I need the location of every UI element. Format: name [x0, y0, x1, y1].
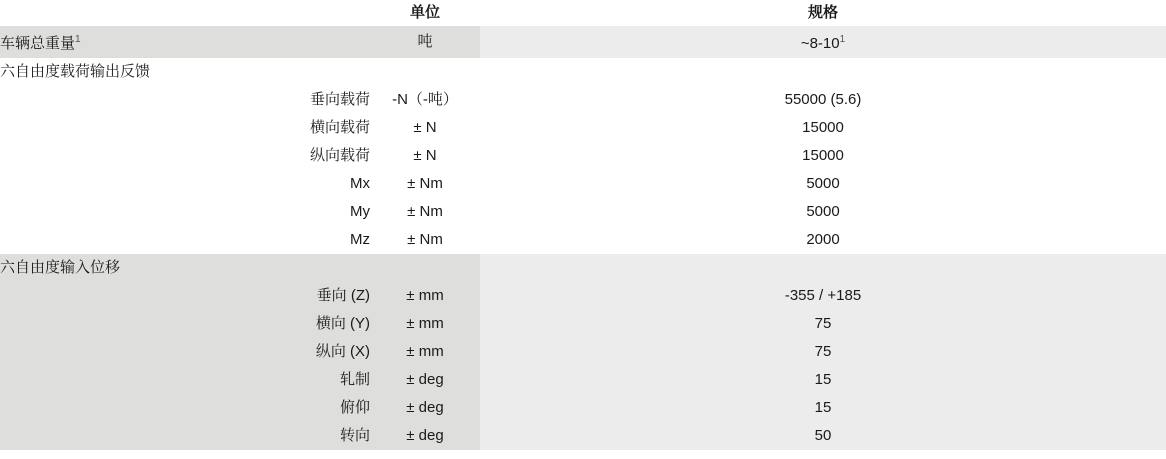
- header-cell-label: [0, 0, 370, 26]
- row-value-text: 15: [814, 371, 832, 388]
- row-value: [480, 142, 1166, 170]
- row-value-text: 15: [814, 399, 832, 416]
- row-label-text: 垂向载荷: [309, 91, 370, 108]
- row-label-text: 六自由度输入位移: [0, 259, 121, 276]
- row-value-text: 15000: [802, 119, 844, 136]
- row-label-text: 六自由度载荷输出反馈: [0, 63, 151, 80]
- row-value: [480, 282, 1166, 310]
- table-header-row: [0, 0, 1166, 26]
- row-label-text: 俯仰: [339, 399, 370, 416]
- row-value: [480, 198, 1166, 226]
- row-value: [480, 114, 1166, 142]
- row-label: [0, 58, 370, 86]
- row-value: [480, 226, 1166, 254]
- row-label: [0, 226, 370, 254]
- row-value: [480, 366, 1166, 394]
- row-value-footnote: 1: [839, 34, 846, 45]
- row-label-text: My: [350, 203, 370, 220]
- row-value-text: 15000: [802, 147, 844, 164]
- table-row: [0, 86, 1166, 114]
- row-value: [480, 170, 1166, 198]
- row-unit: ± N: [370, 142, 480, 170]
- row-label-text: 车辆总重量: [0, 35, 76, 52]
- row-value-text: 50: [814, 427, 832, 444]
- row-value-text: -355 / +185: [784, 287, 862, 304]
- row-label: [0, 26, 370, 58]
- row-label-text: 轧制: [339, 371, 370, 388]
- row-label: [0, 282, 370, 310]
- row-value: [480, 86, 1166, 114]
- row-label-text: 横向载荷: [309, 119, 370, 136]
- row-value: [480, 26, 1166, 58]
- row-label-text: Mx: [350, 175, 370, 192]
- row-value: [480, 394, 1166, 422]
- row-value: [480, 254, 1166, 282]
- row-label-text: 垂向 (Z): [316, 287, 370, 304]
- row-value-text: 55000 (5.6): [784, 91, 862, 108]
- row-unit: ± N: [370, 114, 480, 142]
- row-value-text: 5000: [806, 203, 840, 220]
- table-row: [0, 422, 1166, 450]
- table-section-row: [0, 254, 1166, 282]
- row-unit: ± Nm: [370, 198, 480, 226]
- table-row: [0, 26, 1166, 58]
- row-unit: [370, 58, 480, 86]
- table-row: [0, 394, 1166, 422]
- row-value-text: 75: [814, 315, 832, 332]
- row-unit: -N（-吨）: [370, 86, 480, 114]
- table-row: [0, 198, 1166, 226]
- row-unit: ± deg: [370, 366, 480, 394]
- row-unit: ± mm: [370, 282, 480, 310]
- table-row: [0, 170, 1166, 198]
- row-label-text: 纵向 (X): [315, 343, 370, 360]
- row-value-text: 5000: [806, 175, 840, 192]
- row-unit: ± deg: [370, 422, 480, 450]
- row-unit: ± Nm: [370, 226, 480, 254]
- row-label: [0, 86, 370, 114]
- row-label: [0, 254, 370, 282]
- row-unit: ± deg: [370, 394, 480, 422]
- row-label: [0, 170, 370, 198]
- table-row: [0, 114, 1166, 142]
- row-value-text: ~8-10: [800, 35, 840, 52]
- row-unit: 吨: [370, 26, 480, 58]
- row-label: [0, 338, 370, 366]
- row-label: [0, 114, 370, 142]
- header-cell-spec: 规格: [480, 0, 1166, 26]
- row-label-text: 纵向载荷: [309, 147, 370, 164]
- row-value: [480, 310, 1166, 338]
- row-value: [480, 58, 1166, 86]
- row-value: [480, 338, 1166, 366]
- row-label: [0, 366, 370, 394]
- header-cell-unit: 单位: [370, 0, 480, 26]
- row-label: [0, 142, 370, 170]
- table-row: [0, 142, 1166, 170]
- row-unit: [370, 254, 480, 282]
- row-label-text: 横向 (Y): [315, 315, 370, 332]
- row-value-text: 75: [814, 343, 832, 360]
- table-section-row: [0, 58, 1166, 86]
- row-label: [0, 422, 370, 450]
- table-row: [0, 282, 1166, 310]
- row-unit: ± Nm: [370, 170, 480, 198]
- table-row: [0, 338, 1166, 366]
- row-value: [480, 422, 1166, 450]
- row-value-text: 2000: [806, 231, 840, 248]
- row-label: [0, 310, 370, 338]
- row-label: [0, 198, 370, 226]
- row-label: [0, 394, 370, 422]
- row-label-footnote: 1: [75, 34, 81, 45]
- table-row: [0, 226, 1166, 254]
- row-unit: ± mm: [370, 338, 480, 366]
- table-row: [0, 310, 1166, 338]
- row-unit: ± mm: [370, 310, 480, 338]
- row-label-text: 转向: [339, 427, 370, 444]
- table-row: [0, 366, 1166, 394]
- row-label-text: Mz: [350, 231, 370, 248]
